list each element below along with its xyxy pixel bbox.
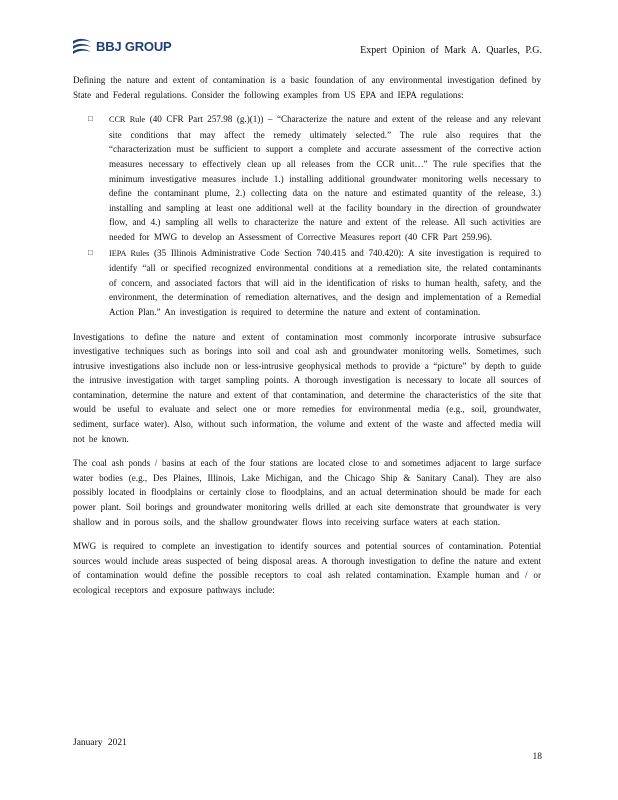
bullet-icon: □ — [88, 247, 93, 257]
footer-date: January 2021 — [73, 738, 127, 748]
list-item — [73, 112, 541, 244]
regulation-list — [73, 112, 541, 319]
document-body — [73, 73, 541, 608]
intro-paragraph: Defining the nature and extent of contamination is a basic foundation of any environmental investigation defined by State and Federal regulations. Consider the following examples from US EPA and IEPA regulations: — [73, 75, 541, 100]
regulation-label: CCR Rule — [109, 115, 146, 125]
mwg-requirement-paragraph: MWG is required to complete an investigation to identify sources and potential sources of contamination. Potential sources would include areas suspected of being disposal areas. A thorough investigation to define the nature and extent of contamination would define the possible receptors to coal ash related contamination. Example human and / or ecological receptors and exposure pathways include: — [73, 541, 541, 595]
page-number: 18 — [532, 752, 542, 762]
coal-ash-ponds-paragraph: The coal ash ponds / basins at each of the four stations are located close to and sometimes adjacent to large surface water bodies (e.g., Des Plaines, Illinois, Lake Michigan, and the Chicago Ship & Sanitary Canal). They are also possibly located in floodplains or certainly close to floodplains, and an actual determination should be made for each power plant. Soil borings and groundwater monitoring wells drilled at each site demonstrate that groundwater is very shallow and in porous soils, and the shallow groundwater flows into receiving surface waters at each station. — [73, 458, 541, 527]
logo-text: BBJ GROUP — [96, 38, 172, 54]
list-item — [73, 246, 541, 320]
bbj-logo-icon — [72, 37, 92, 55]
bullet-icon: □ — [88, 114, 93, 124]
regulation-label: IEPA Rules — [109, 248, 150, 258]
regulation-text: (40 CFR Part 257.98 (g.)(1)) – “Characterize the nature and extent of the release and any relevant site conditions that may affect the remedy ultimately selected.” The rule also requires that the “characterization must be sufficient to support a complete and accurate assessment of the corrective action measures necessary to effectively clean up all releases from the CCR unit…” The rule specifies that the minimum investigative measures include 1.) installing additional groundwater monitoring wells necessary to define the contaminant plume, 2.) collecting data on the nature and estimated quantity of the release, 3.) installing and sampling at least one additional well at the facility boundary in the direction of groundwater flow, and 4.) sampling all wells to characterize the nature and extent of the release. All such activities are needed for MWG to develop an Assessment of Corrective Measures report (40 CFR Part 259.96). — [109, 114, 541, 242]
investigations-paragraph: Investigations to define the nature and extent of contamination most commonly incorporate intrusive subsurface investigative techniques such as borings into soil and coal ash and groundwater monitoring wells. Sometimes, such intrusive investigations also include non or less-intrusive geophysical methods to provide a “picture” by depth to guide the intrusive investigation with target sampling points. A thorough investigation is necessary to locate all sources of contamination, determine the nature and extent of that contamination, and determine the characteristics of the site that would be useful to evaluate and select one or more remedies for environmental media (e.g., soil, groundwater, sediment, surface water). Also, without such information, the volume and extent of the waste and affected media will not be known. — [73, 331, 541, 444]
logo — [72, 36, 172, 56]
document-header-title: Expert Opinion of Mark A. Quarles, P.G. — [360, 45, 542, 56]
regulation-text: (35 Illinois Administrative Code Section 740.415 and 740.420): A site investigation is required to identify “all or specified recognized environmental conditions at a remediation site, the related contaminants of concern, and associated factors that will aid in the identification of risks to human health, safety, and the environment, the determination of remediation alternatives, and the design and implementation of a Remedial Action Plan.” An investigation is required to determine the nature and extent of contamination. — [109, 247, 542, 317]
